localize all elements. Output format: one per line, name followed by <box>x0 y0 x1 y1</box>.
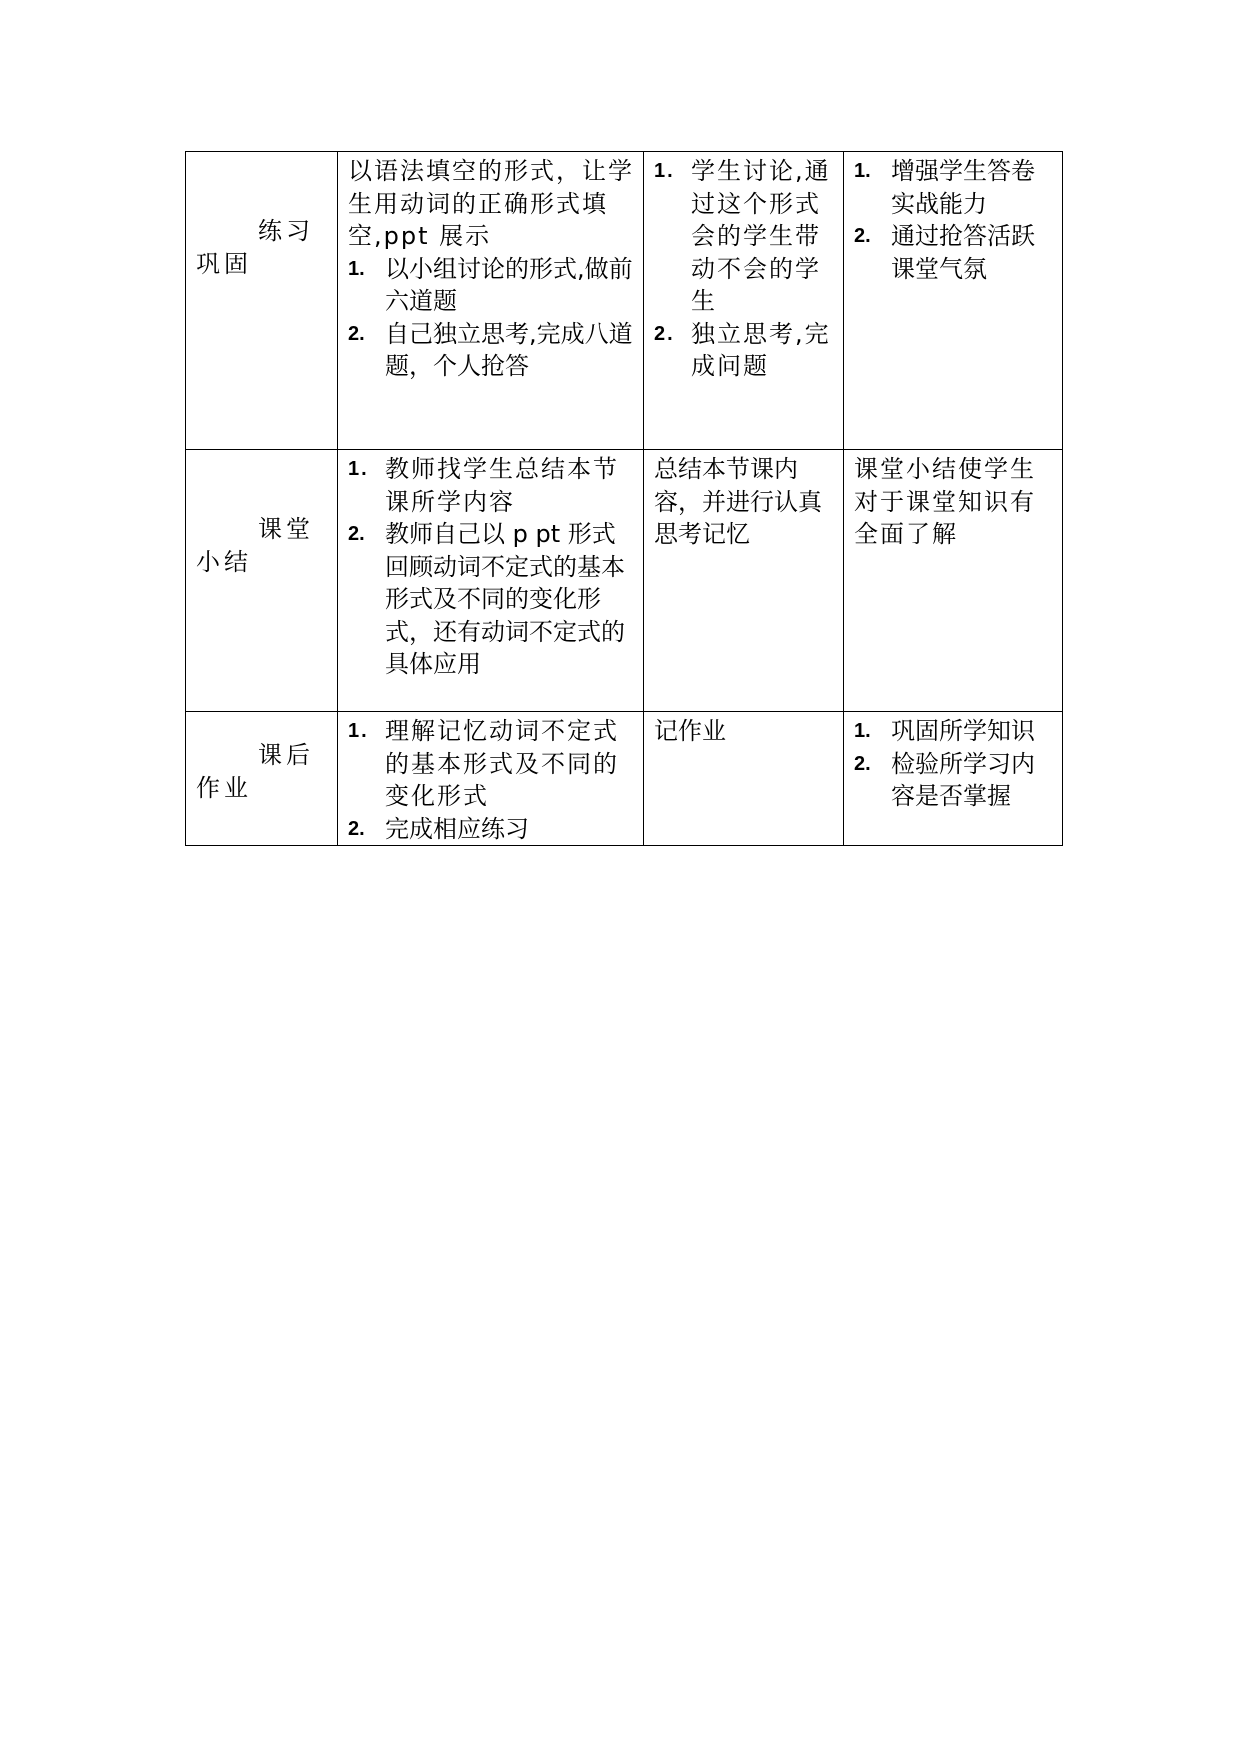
student-activity-cell <box>644 152 844 450</box>
list-item: 1. 以小组讨论的形式,做前六道题 <box>348 254 633 315</box>
list-item: 1. 教师找学生总结本节课所学内容 <box>348 455 619 516</box>
teacher-activity-cell <box>338 712 644 846</box>
stage-label: 练习巩固 <box>196 217 314 278</box>
list-item: 2. 完成相应练习 <box>348 814 529 843</box>
table-row-homework <box>186 712 1063 846</box>
purpose-cell <box>844 152 1063 450</box>
student-activity-cell <box>644 712 844 846</box>
list-item: 1. 增强学生答卷实战能力 <box>854 157 1035 218</box>
list-item: 2. 通过抢答活跃课堂气氛 <box>854 222 1035 283</box>
purpose-list <box>854 715 1054 813</box>
table-row-summary <box>186 450 1063 712</box>
list-item: 2. 检验所学习内容是否掌握 <box>854 749 1035 810</box>
student-activity-text: 总结本节课内容，并进行认真思考记忆 <box>654 455 822 548</box>
lesson-plan-table <box>185 151 1063 846</box>
list-item: 2. 教师自己以 p pt 形式回顾动词不定式的基本形式及不同的变化形式，还有动词不定式的具体应用 <box>348 520 625 678</box>
table-row-practice <box>186 152 1063 450</box>
teacher-activity-list <box>348 253 635 383</box>
stage-label: 课后作业 <box>196 741 314 802</box>
purpose-cell <box>844 450 1063 712</box>
list-item: 2. 独立思考,完成问题 <box>654 319 831 380</box>
teacher-activity-list <box>348 453 635 681</box>
student-activity-text: 记作业 <box>654 717 726 745</box>
stage-cell <box>186 712 338 846</box>
stage-cell <box>186 450 338 712</box>
list-item: 2. 自己独立思考,完成八道题，个人抢答 <box>348 319 633 380</box>
teacher-activity-cell <box>338 450 644 712</box>
list-item: 1. 学生讨论,通过这个形式会的学生带动不会的学生 <box>654 157 831 315</box>
list-item: 1. 理解记忆动词不定式的基本形式及不同的变化形式 <box>348 717 619 810</box>
student-activity-cell <box>644 450 844 712</box>
stage-label: 课堂小结 <box>196 515 314 576</box>
teacher-activity-list <box>348 715 635 845</box>
purpose-text: 课堂小结使学生对于课堂知识有全面了解 <box>854 455 1036 548</box>
purpose-list <box>854 155 1054 285</box>
list-item: 1. 巩固所学知识 <box>854 717 1035 745</box>
teacher-intro-text: 以语法填空的形式，让学生用动词的正确形式填空,ppt 展示 <box>348 157 634 250</box>
teacher-activity-cell <box>338 152 644 450</box>
purpose-cell <box>844 712 1063 846</box>
stage-cell <box>186 152 338 450</box>
student-activity-list <box>654 155 835 383</box>
